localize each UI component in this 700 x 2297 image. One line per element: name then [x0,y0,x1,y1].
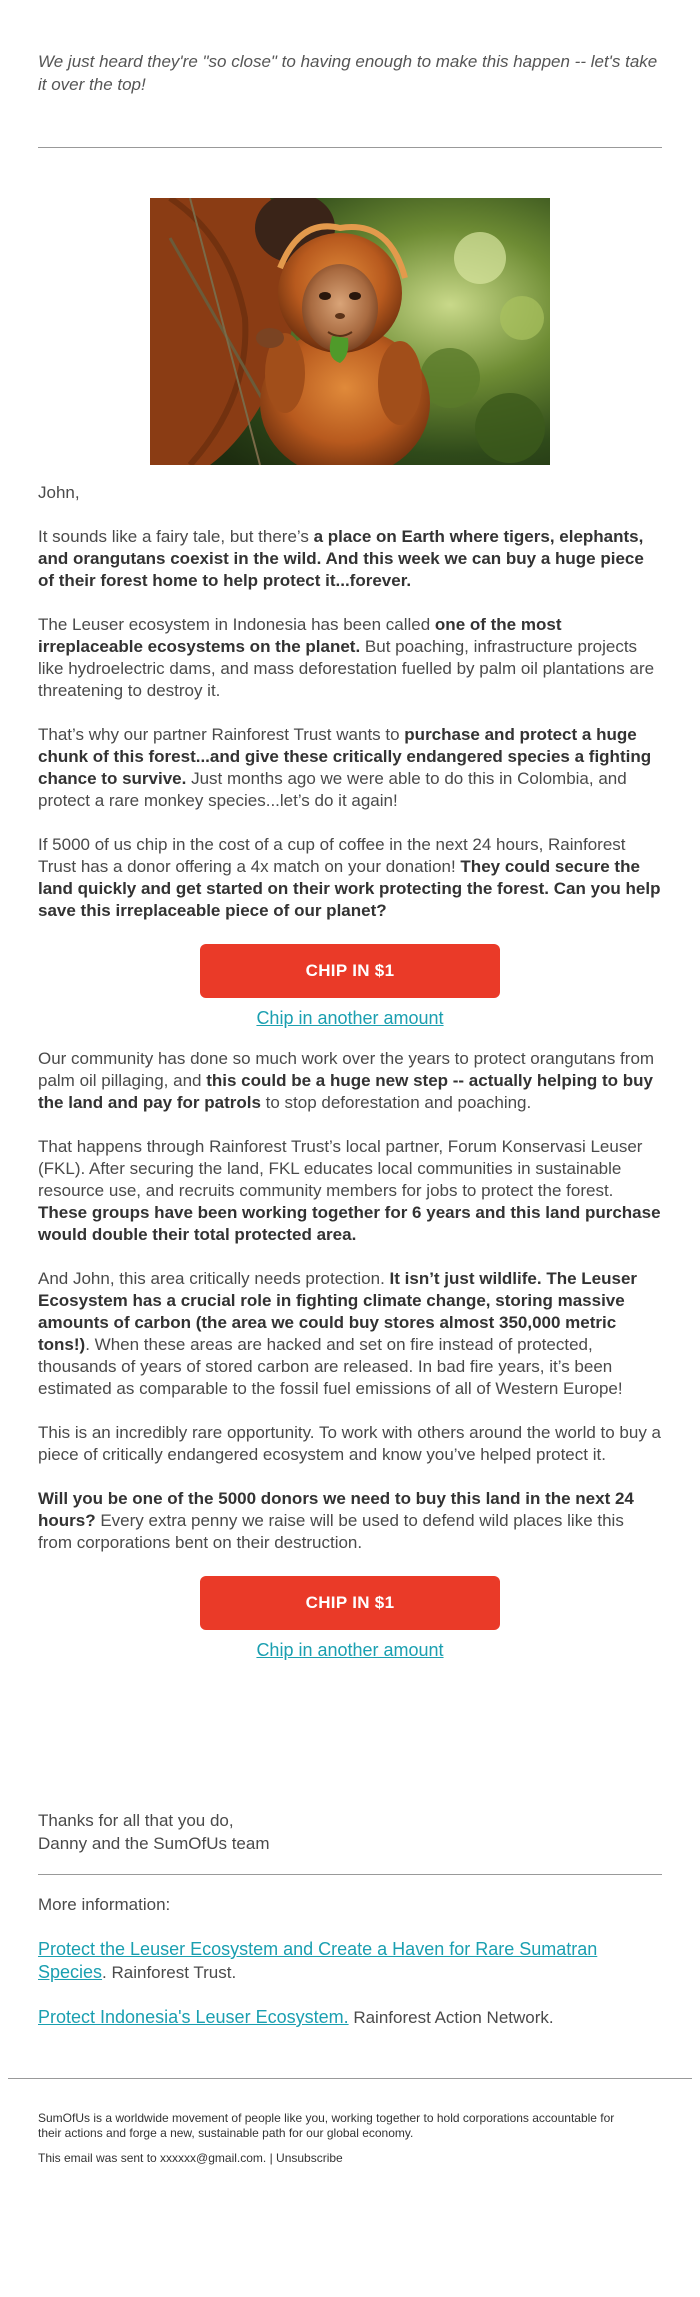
email-body [38,482,662,1680]
more-info-heading: More information: [38,1895,171,1914]
unsubscribe-link[interactable]: Unsubscribe [276,2151,343,2165]
p6-text: That happens through Rainforest Trust’s local partner, Forum Konservasi Leuser (FKL). After securing the land, FKL educates local communities in sustainable resource use, and recruits community members for jobs to protect the forest. [38,1137,643,1200]
footer-sent-to-text: This email was sent to xxxxxx@gmail.com. | [38,2151,277,2165]
p2-bold: one of the most irreplaceable ecosystems on the planet. [38,615,562,656]
p5-text-2: to stop deforestation and poaching. [260,1093,532,1112]
paragraph-8: This is an incredibly rare opportunity. To work with others around the world to buy a piece of critically endangered ecosystem and know you’ve helped protect it. [38,1423,662,1464]
greeting: John, [38,483,80,502]
paragraph-6 [38,1136,662,1246]
p4-bold: They could secure the land quickly and get started on their work protecting the forest. Can you help save this irreplaceable piece of our planet? [38,857,661,920]
paragraph-3 [38,724,662,812]
source-link-rainforest-action-network[interactable]: Protect Indonesia's Leuser Ecosystem. [38,2007,349,2027]
footer-sent-to [38,2151,638,2166]
signoff [38,1809,662,1855]
paragraph-2 [38,614,662,702]
divider [38,147,662,148]
p5-text-1: Our community has done so much work over the years to protect orangutans from palm oil pillaging, and [38,1049,655,1090]
more-information [38,1893,662,2051]
p3-bold: purchase and protect a huge chunk of this forest...and give these critically endangered species a fighting chance to survive. [38,725,652,788]
footer-about: SumOfUs is a worldwide movement of people like you, working together to hold corporations accountable for their actions and forge a new, sustainable path for our global economy. [38,2111,615,2140]
p1-text: It sounds like a fairy tale, but there’s [38,527,314,546]
signoff-line-2: Danny and the SumOfUs team [38,1834,270,1853]
p2-text-1: The Leuser ecosystem in Indonesia has been called [38,615,435,634]
footer-divider [8,2078,692,2079]
paragraph-9 [38,1488,662,1554]
paragraph-7 [38,1268,662,1400]
cta-block-2 [38,1576,662,1662]
p9-bold: Will you be one of the 5000 donors we need to buy this land in the next 24 hours? [38,1489,634,1530]
p3-text-1: That’s why our partner Rainforest Trust wants to [38,725,405,744]
divider [38,1874,662,1875]
signoff-line-1: Thanks for all that you do, [38,1811,234,1830]
source-link-rainforest-trust[interactable]: Protect the Leuser Ecosystem and Create a Haven for Rare Sumatran Species [38,1939,598,1982]
paragraph-4 [38,834,662,922]
chip-in-button[interactable]: CHIP IN $1 [200,944,500,998]
source-1 [38,1938,662,1984]
orangutan-illustration [150,198,550,465]
chip-in-another-amount-link[interactable]: Chip in another amount [256,1008,444,1028]
p1-bold: a place on Earth where tigers, elephants, and orangutans coexist in the wild. And this week we can buy a huge piece of their forest home to help protect it...forever. [38,527,644,590]
paragraph-5 [38,1048,662,1114]
p7-text-1: And John, this area critically needs protection. [38,1269,390,1288]
p5-bold: this could be a huge new step -- actually helping to buy the land and pay for patrols [38,1071,653,1112]
source-2 [38,2006,662,2029]
chip-in-button[interactable]: CHIP IN $1 [200,1576,500,1630]
intro-text: We just heard they're "so close" to having enough to make this happen -- let's take it over the top! [38,52,658,94]
p9-text: Every extra penny we raise will be used to defend wild places like this from corporations bent on their destruction. [38,1511,624,1552]
source-1-name: . Rainforest Trust. [102,1963,237,1982]
p3-text-2: Just months ago we were able to do this in Colombia, and protect a rare monkey species...let’s do it again! [38,769,627,810]
hero-image-orangutan [150,198,550,465]
p7-bold: It isn’t just wildlife. The Leuser Ecosystem has a crucial role in fighting climate change, storing massive amounts of carbon (the area we could buy stores almost 350,000 metric tons!) [38,1269,638,1354]
p6-bold: These groups have been working together for 6 years and this land purchase would double their total protected area. [38,1203,661,1244]
p2-text-2: But poaching, infrastructure projects like hydroelectric dams, and mass deforestation fuelled by palm oil plantations are threatening to destroy it. [38,637,655,700]
paragraph-1 [38,526,662,592]
p7-text-2: . When these areas are hacked and set on fire instead of protected, thousands of years of stored carbon are released. In bad fire years, it’s been estimated as comparable to the fossil fuel emissions of all of Western Europe! [38,1335,623,1398]
chip-in-another-amount-link[interactable]: Chip in another amount [256,1640,444,1660]
cta-block-1 [38,944,662,1030]
p4-text: If 5000 of us chip in the cost of a cup of coffee in the next 24 hours, Rainforest Trust has a donor offering a 4x match on your donation! [38,835,626,876]
footer [38,2111,638,2176]
source-2-name: Rainforest Action Network. [348,2008,554,2027]
